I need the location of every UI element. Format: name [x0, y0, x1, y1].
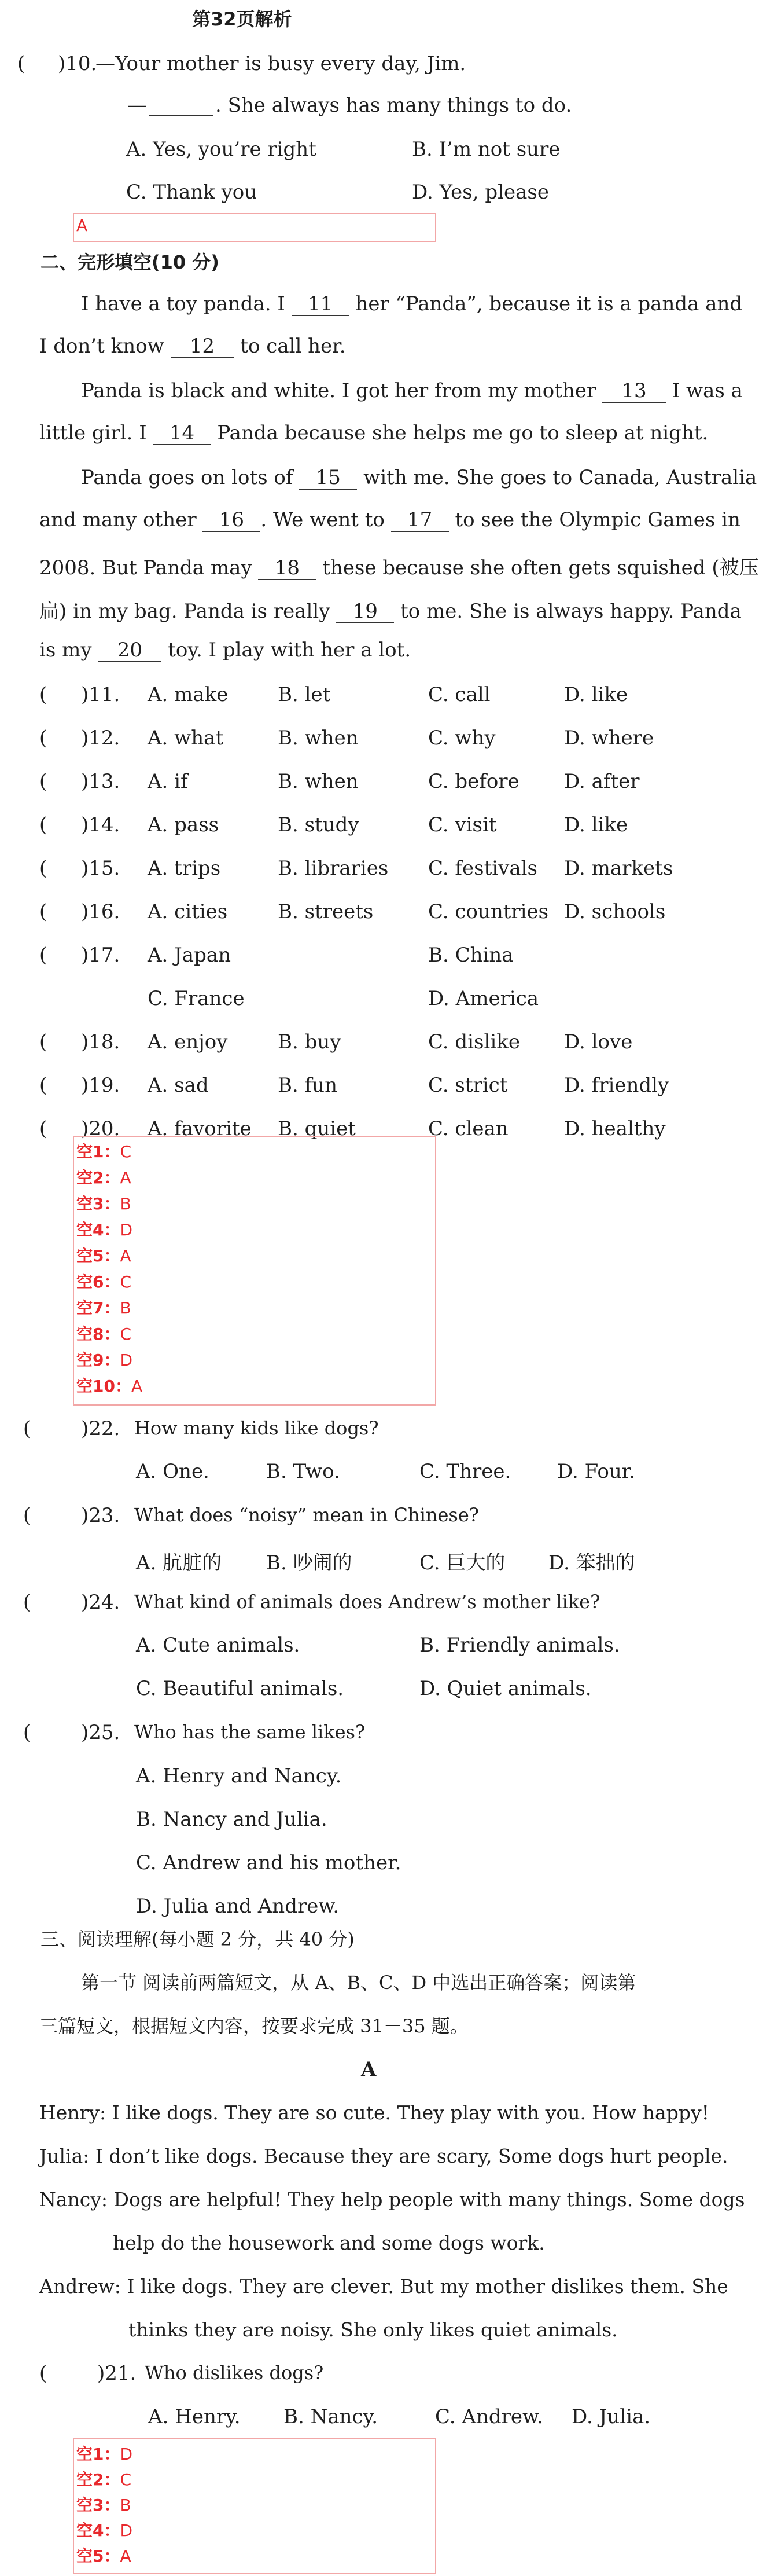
cloze-option-d: D. schools — [564, 900, 666, 923]
passage-p2-line1: Panda is black and white. I got her from my mother 13 I was a — [81, 379, 743, 402]
cloze-q-number: )13. — [81, 770, 120, 793]
q21-option-a: A. Henry. — [148, 2405, 241, 2428]
passage-p3-line2: and many other 16 . We went to 17 to see the Olympic Games in — [39, 508, 740, 531]
answer-line — [76, 1139, 131, 1162]
answer-value: B — [120, 1194, 131, 1213]
q21-option-b: B. Nancy. — [283, 2405, 378, 2428]
answer-value: C — [120, 2470, 132, 2489]
dialog-nancy-line2: help do the housework and some dogs work. — [113, 2232, 545, 2254]
q22-paren: ( — [23, 1417, 31, 1440]
cloze-option-b: B. let — [278, 683, 331, 706]
q10-option-a: A. Yes, you’re right — [126, 138, 316, 161]
answer-key: 空4： — [76, 1220, 120, 1239]
cloze-q-number: )19. — [81, 1074, 120, 1097]
cloze-q-paren: ( — [39, 857, 47, 880]
cloze-option-d: D. after — [564, 770, 640, 793]
q10-answer-box — [73, 213, 436, 242]
cloze-option-a: A. if — [148, 770, 188, 793]
answer-line — [76, 1217, 132, 1241]
cloze-option-d: D. America — [428, 987, 539, 1010]
answer-key: 空3： — [76, 2496, 120, 2515]
answer-key: 空5： — [76, 2546, 120, 2566]
cloze-option-a: A. what — [148, 726, 224, 750]
answer-line — [76, 2518, 132, 2541]
answer-key: 空4： — [76, 2521, 120, 2540]
passage-p3-line5: is my 20 toy. I play with her a lot. — [39, 639, 411, 662]
cloze-q-number: )14. — [81, 813, 120, 836]
q21-option-c: C. Andrew. — [435, 2405, 543, 2428]
cloze-option-c: C. festivals — [428, 857, 537, 880]
cloze-option-d: D. markets — [564, 857, 673, 880]
passage-p1-line2: I don’t know 12 to call her. — [39, 335, 346, 358]
dialog-nancy-line1: Nancy: Dogs are helpful! They help people with many things. Some dogs — [39, 2188, 745, 2211]
cloze-option-a: A. trips — [148, 857, 221, 880]
q10-option-d: D. Yes, please — [412, 181, 549, 204]
passage-p3-line1: Panda goes on lots of 15 with me. She goes to Canada, Australia — [81, 466, 757, 489]
cloze-q-number: )15. — [81, 857, 120, 880]
cloze-option-b: B. when — [278, 726, 359, 750]
q22-stem: How many kids like dogs? — [134, 1417, 379, 1439]
cloze-q-paren: ( — [39, 1030, 47, 1054]
answer-line — [76, 1269, 131, 1293]
cloze-q-paren: ( — [39, 900, 47, 923]
cloze-q-number: )18. — [81, 1030, 120, 1054]
cloze-option-c: C. countries — [428, 900, 549, 923]
answer-line — [76, 1322, 131, 1345]
answer-key: 空2： — [76, 1168, 120, 1187]
passage-p3-line3: 2008. But Panda may 18 these because she often gets squished (被压 — [39, 556, 759, 579]
cloze-q-paren: ( — [39, 944, 47, 967]
answer-value: A — [120, 1168, 131, 1187]
answer-key: 空7： — [76, 1298, 120, 1318]
section3-instructions-line1: 第一节 阅读前两篇短文，从 A、B、C、D 中选出正确答案；阅读第 — [81, 1972, 636, 1994]
q23-option-d: D. 笨拙的 — [548, 1551, 635, 1575]
answer-key: 空8： — [76, 1324, 120, 1344]
cloze-q-number: )11. — [81, 683, 120, 706]
q10-paren-open: ( — [17, 52, 25, 75]
cloze-option-d: D. where — [564, 726, 654, 750]
cloze-q-number: )16. — [81, 900, 120, 923]
q25-option-c: C. Andrew and his mother. — [136, 1851, 401, 1874]
cloze-option-b: B. streets — [278, 900, 374, 923]
answer-key: 空10： — [76, 1377, 131, 1396]
q10-answer: A — [76, 216, 88, 235]
q22-number: )22. — [81, 1417, 120, 1440]
cloze-option-c: C. why — [428, 726, 496, 750]
q10-number: )10. — [58, 52, 97, 75]
q25-stem: Who has the same likes? — [134, 1721, 366, 1743]
cloze-option-d: D. like — [564, 813, 628, 836]
answer-value: D — [120, 1351, 133, 1370]
q25-number: )25. — [81, 1721, 120, 1744]
answer-value: C — [120, 1142, 132, 1161]
q25-option-b: B. Nancy and Julia. — [136, 1808, 327, 1831]
dialog-andrew-line2: thinks they are noisy. She only likes quiet animals. — [128, 2318, 618, 2341]
cloze-option-c: C. strict — [428, 1074, 508, 1097]
q22-option-a: A. One. — [136, 1460, 209, 1483]
q23-option-a: A. 肮脏的 — [136, 1551, 222, 1575]
section3-title: 三、阅读理解(每小题 2 分，共 40 分) — [40, 1928, 355, 1950]
q25-paren: ( — [23, 1721, 31, 1744]
q10-option-c: C. Thank you — [126, 181, 257, 204]
q24-option-c: C. Beautiful animals. — [136, 1677, 344, 1700]
cloze-option-c: C. visit — [428, 813, 497, 836]
cloze-option-a: A. sad — [148, 1074, 209, 1097]
q10-line2-dash: — — [127, 94, 147, 117]
cloze-q-number: )17. — [81, 944, 120, 967]
cloze-q-paren: ( — [39, 726, 47, 750]
cloze-option-d: D. like — [564, 683, 628, 706]
passage-p2-line2: little girl. I 14 Panda because she helps me go to sleep at night. — [39, 421, 709, 445]
cloze-option-c: C. dislike — [428, 1030, 520, 1054]
q21-number: )21. — [97, 2362, 137, 2385]
q22-option-c: C. Three. — [419, 1460, 511, 1483]
answer-value: A — [131, 1377, 143, 1396]
q23-number: )23. — [81, 1504, 120, 1527]
q25-option-a: A. Henry and Nancy. — [136, 1764, 342, 1788]
dialog-andrew-line1: Andrew: I like dogs. They are clever. But my mother dislikes them. She — [39, 2275, 728, 2298]
answer-line — [76, 1374, 142, 1397]
cloze-option-d: D. friendly — [564, 1074, 669, 1097]
q21-paren: ( — [39, 2362, 47, 2385]
q23-stem: What does “noisy” mean in Chinese? — [134, 1504, 479, 1526]
cloze-option-d: D. love — [564, 1030, 633, 1054]
cloze-q-number: )12. — [81, 726, 120, 750]
answer-key: 空2： — [76, 2470, 120, 2489]
cloze-q-paren: ( — [39, 813, 47, 836]
answer-line — [76, 1348, 132, 1371]
cloze-option-b: B. quiet — [278, 1117, 356, 1140]
q10-blank — [149, 115, 213, 116]
q10-line2-text: . She always has many things to do. — [215, 94, 572, 117]
answer-value: C — [120, 1272, 132, 1291]
answer-line — [76, 1296, 131, 1319]
answer-value: A — [120, 2546, 131, 2566]
answer-value: D — [120, 2521, 133, 2540]
cloze-option-b: B. China — [428, 944, 514, 967]
q21-option-d: D. Julia. — [572, 2405, 651, 2428]
answer-line — [76, 2493, 131, 2516]
answer-value: D — [120, 2445, 133, 2464]
dialog-henry: Henry: I like dogs. They are so cute. They play with you. How happy! — [39, 2101, 709, 2124]
cloze-option-c: C. call — [428, 683, 491, 706]
answer-line — [76, 1191, 131, 1214]
cloze-q-paren: ( — [39, 770, 47, 793]
cloze-option-b: B. study — [278, 813, 359, 836]
answer-value: B — [120, 1298, 131, 1318]
cloze-option-c: C. France — [148, 987, 245, 1010]
passage-a-label: A — [361, 2058, 377, 2081]
answer-key: 空5： — [76, 1246, 120, 1265]
answer-line — [76, 1165, 131, 1188]
q24-option-a: A. Cute animals. — [136, 1634, 300, 1657]
cloze-q-paren: ( — [39, 1117, 47, 1140]
cloze-option-a: A. favorite — [148, 1117, 252, 1140]
q22-option-d: D. Four. — [557, 1460, 636, 1483]
cloze-option-a: A. cities — [148, 900, 228, 923]
q24-stem: What kind of animals does Andrew’s mother like? — [134, 1591, 600, 1613]
q10-option-b: B. I’m not sure — [412, 138, 561, 161]
cloze-option-b: B. libraries — [278, 857, 389, 880]
answer-value: D — [120, 1220, 133, 1239]
answer-key: 空6： — [76, 1272, 120, 1291]
cloze-option-c: C. clean — [428, 1117, 509, 1140]
answer-line — [76, 1243, 131, 1267]
cloze-option-b: B. buy — [278, 1030, 341, 1054]
q22-option-b: B. Two. — [266, 1460, 340, 1483]
page-title: 第32页解析 — [192, 8, 292, 30]
cloze-option-b: B. fun — [278, 1074, 337, 1097]
cloze-option-a: A. Japan — [148, 944, 231, 967]
q24-option-d: D. Quiet animals. — [419, 1677, 592, 1700]
q23-paren: ( — [23, 1504, 31, 1527]
answer-value: B — [120, 2496, 131, 2515]
cloze-option-a: A. make — [148, 683, 229, 706]
q23-option-b: B. 吵闹的 — [266, 1551, 352, 1575]
cloze-option-b: B. when — [278, 770, 359, 793]
q24-number: )24. — [81, 1591, 120, 1614]
cloze-q-paren: ( — [39, 1074, 47, 1097]
q24-option-b: B. Friendly animals. — [419, 1634, 620, 1657]
q25-option-d: D. Julia and Andrew. — [136, 1895, 340, 1918]
answer-key: 空3： — [76, 1194, 120, 1213]
answer-key: 空9： — [76, 1351, 120, 1370]
section2-title: 二、完形填空(10 分) — [40, 251, 219, 273]
q24-paren: ( — [23, 1591, 31, 1614]
answer-line — [76, 2467, 131, 2490]
cloze-option-a: A. enjoy — [148, 1030, 228, 1054]
answer-key: 空1： — [76, 1142, 120, 1161]
dialog-julia: Julia: I don’t like dogs. Because they are scary, Some dogs hurt people. — [39, 2145, 728, 2167]
cloze-option-d: D. healthy — [564, 1117, 666, 1140]
cloze-option-c: C. before — [428, 770, 519, 793]
answer-line — [76, 2544, 131, 2567]
answer-value: A — [120, 1246, 131, 1265]
passage-p1-line1: I have a toy panda. I 11 her “Panda”, because it is a panda and — [81, 292, 743, 315]
answer-key: 空1： — [76, 2445, 120, 2464]
section3-instructions-line2: 三篇短文，根据短文内容，按要求完成 31－35 题。 — [39, 2015, 469, 2037]
q10-stem: —Your mother is busy every day, Jim. — [95, 52, 466, 75]
q23-option-c: C. 巨大的 — [419, 1551, 506, 1575]
cloze-q-number: )20. — [81, 1117, 120, 1140]
cloze-q-paren: ( — [39, 683, 47, 706]
passage-p3-line4: 扁) in my bag. Panda is really 19 to me. She is always happy. Panda — [39, 600, 742, 623]
answer-line — [76, 2442, 132, 2465]
cloze-option-a: A. pass — [148, 813, 219, 836]
answer-value: C — [120, 1324, 132, 1344]
q21-stem: Who dislikes dogs? — [145, 2362, 324, 2384]
